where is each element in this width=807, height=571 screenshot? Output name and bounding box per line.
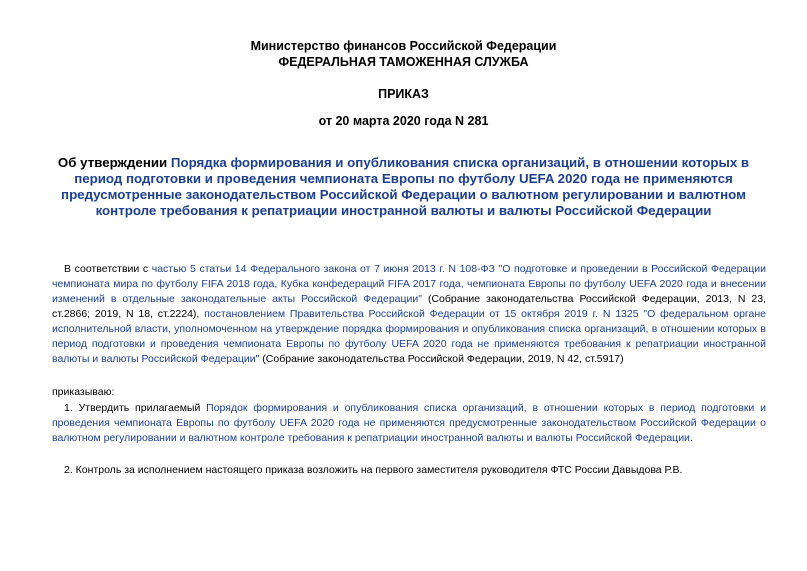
order-word: приказываю: <box>52 386 115 398</box>
preamble-citation-1: (Собрание законодательства Российской Федерации, 2013, N 23, ст.2866; 2019, N 18, ст.2224), <box>52 293 767 320</box>
item1-suffix: . <box>689 432 693 444</box>
service-name: ФЕДЕРАЛЬНАЯ ТАМОЖЕННАЯ СЛУЖБА <box>278 55 529 69</box>
title-link[interactable]: Порядка формирования и опубликования списка организаций, в отношении которых в период подготовки и проведения чемпионата Европы по футболу UEFA 2020 года не применяются предусмотренные законодательством Российской Федерации о валютном регулировании и валютном контроле требования к репатриации иностранной валюты и валюты Российской Федерации <box>61 155 750 218</box>
preamble-prefix: В соответствии с <box>64 263 152 275</box>
government-decree-link[interactable]: постановлением Правительства Российской Федерации от 15 октября 2019 г. N 1325 "О федеральном органе исполнительной власти, уполномоченном на утверждение порядка формирования и опубликования списка организаций, в отношении которых в период подготовки и проведения чемпионата Европы по футболу UEFA 2020 года не применяются требования к репатриации иностранной валюты и валюты Российской Федерации" <box>52 308 766 365</box>
procedure-link[interactable]: Порядок формирования и опубликования списка организаций, в отношении которых в период подготовки и проведения чемпионата Европы по футболу UEFA 2020 года не применяются предусмотренные законодательством Российской Федерации о валютном регулировании и валютном контроле требования к репатриации иностранной валюты и валюты Российской Федерации <box>52 402 766 444</box>
federal-law-link[interactable]: частью 5 статьи 14 Федерального закона от 7 июня 2013 г. N 108-ФЗ "О подготовке и проведении в Российской Федерации чемпионата мира по футболу FIFA 2018 года, Кубка конфедераций FIFA 2017 года, чемпионата Европы по футболу UEFA 2020 года и внесении изменений в отдельные законодательные акты Российской Федерации" <box>52 263 767 305</box>
order-item-1 <box>52 401 766 446</box>
ministry-name: Министерство финансов Российской Федерации <box>250 39 557 53</box>
preamble-paragraph <box>52 262 766 367</box>
item1-prefix: 1. Утвердить прилагаемый <box>64 402 207 414</box>
document-title <box>50 155 757 219</box>
document-type: ПРИКАЗ <box>378 87 429 101</box>
preamble-citation-2: (Собрание законодательства Российской Федерации, 2019, N 42, ст.5917) <box>259 353 624 365</box>
order-item-2: 2. Контроль за исполнением настоящего приказа возложить на первого заместителя руководителя ФТС России Давыдова Р.В. <box>64 464 683 476</box>
document-date-number: от 20 марта 2020 года N 281 <box>318 114 489 128</box>
title-prefix: Об утверждении <box>57 155 171 170</box>
